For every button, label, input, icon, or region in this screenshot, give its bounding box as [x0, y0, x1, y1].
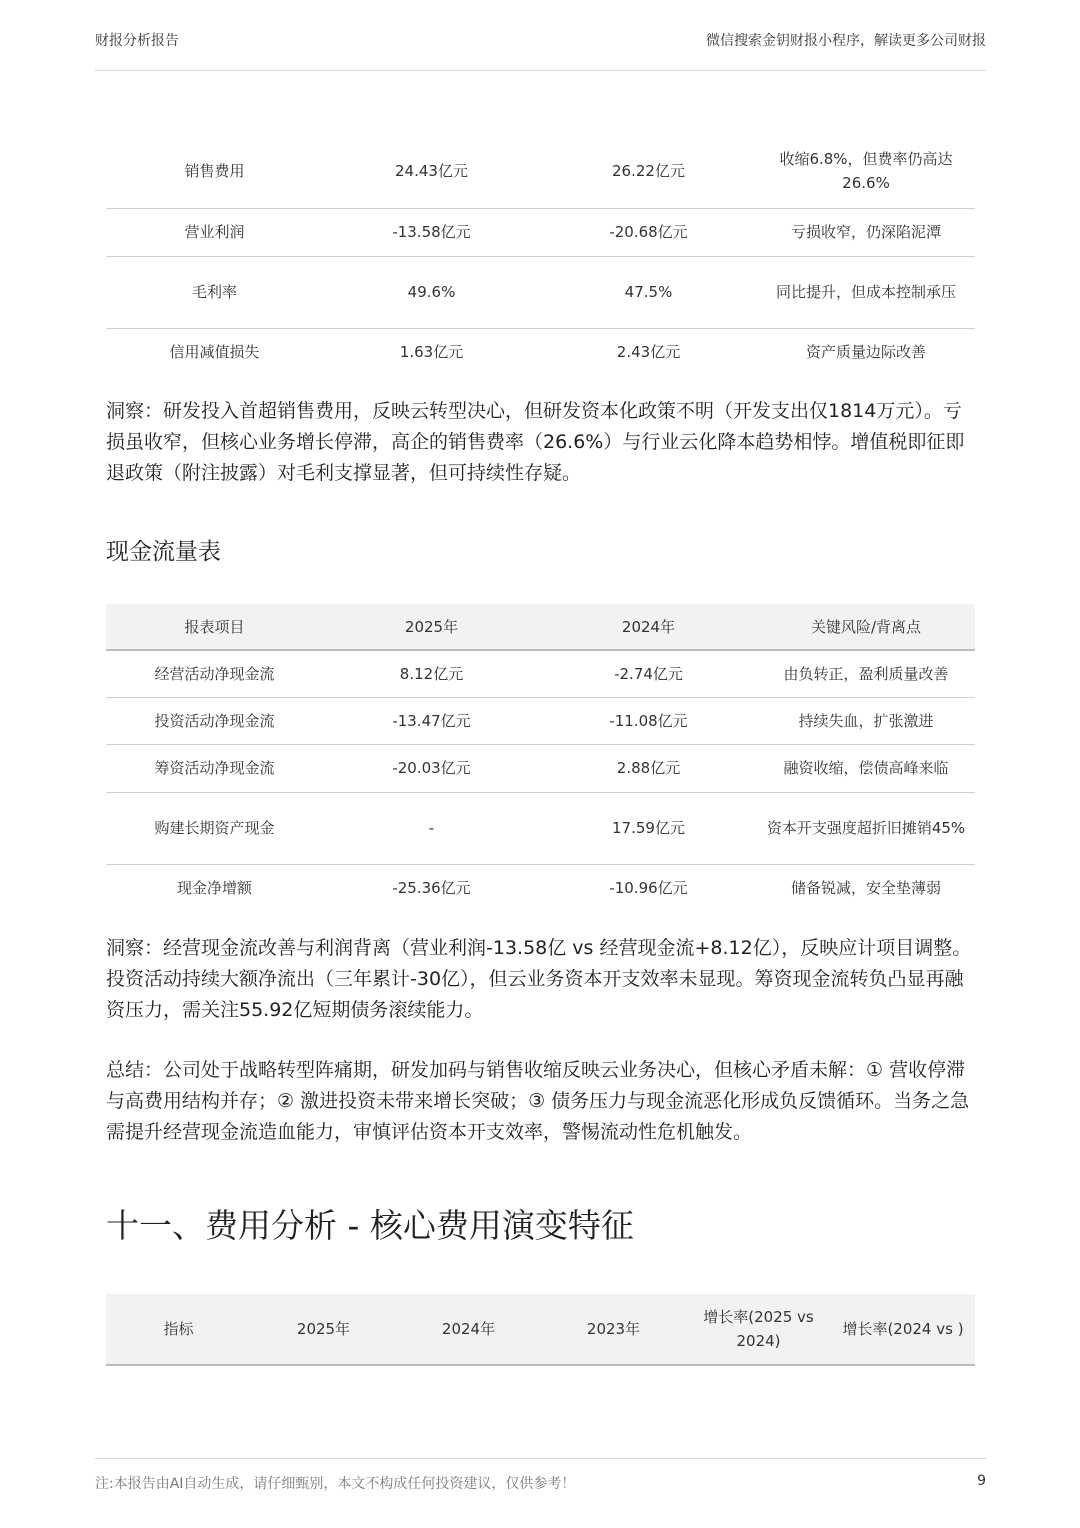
- expense-table: [106, 1294, 975, 1366]
- table-cell: -13.58亿元: [323, 208, 540, 256]
- table-cell: 信用减值损失: [169, 343, 260, 362]
- table-cell: 49.6%: [323, 256, 540, 328]
- table-cell: 营业利润: [106, 208, 323, 256]
- column-header: 指标: [106, 1294, 251, 1365]
- table-row: [106, 328, 975, 376]
- insight-paragraph: 洞察：经营现金流改善与利润背离（营业利润-13.58亿 vs 经营现金流+8.12亿），反映应计项目调整。投资活动持续大额净流出（三年累计-30亿），但云业务资本开支效率未显现。筹资现金流转负凸显再融资压力，需关注55.92亿短期债务滚续能力。: [106, 937, 972, 1021]
- table-cell: 持续失血，扩张激进: [757, 697, 975, 744]
- table-row: [106, 864, 975, 912]
- table-row: [106, 208, 975, 256]
- table-cell: -13.47亿元: [323, 697, 540, 744]
- table-cell: -: [323, 792, 540, 864]
- table-cell: 24.43亿元: [323, 135, 540, 208]
- wechat-promo: 微信搜索金钥财报小程序，解读更多公司财报: [706, 33, 986, 49]
- section-title: 十一、费用分析 - 核心费用演变特征: [106, 1206, 634, 1245]
- insight-paragraph: 洞察：研发投入首超销售费用，反映云转型决心，但研发资本化政策不明（开发支出仅1814万元）。亏损虽收窄，但核心业务增长停滞，高企的销售费率（26.6%）与行业云化降本趋势相悖。增值税即征即退政策（附注披露）对毛利支撑显著，但可持续性存疑。: [106, 400, 965, 484]
- table-cell: 亏损收窄，仍深陷泥潭: [757, 208, 975, 256]
- table-cell: 投资活动净现金流: [106, 697, 323, 744]
- column-header: 增长率(2025 vs 2024): [686, 1294, 831, 1365]
- table-header-row: [106, 1294, 975, 1365]
- table-header-row: [106, 604, 975, 650]
- table-cell: -20.68亿元: [540, 208, 757, 256]
- summary-paragraph: 总结：公司处于战略转型阵痛期，研发加码与销售收缩反映云业务决心，但核心矛盾未解：① 营收停滞与高费用结构并存；② 激进投资未带来增长突破；③ 债务压力与现金流恶化形成负反馈循环。当务之急需提升经营现金流造血能力，审慎评估资本开支效率，警惕流动性危机触发。: [106, 1059, 970, 1143]
- column-header: 增长率(2024 vs ): [831, 1294, 975, 1365]
- table-cell: 2.43亿元: [616, 343, 681, 362]
- table-cell: -20.03亿元: [323, 744, 540, 792]
- column-header: 2025年: [251, 1294, 396, 1365]
- table-cell: 经营活动净现金流: [106, 650, 323, 697]
- table-cell: 毛利率: [106, 256, 323, 328]
- cashflow-table: [106, 604, 975, 912]
- table-row: [106, 650, 975, 697]
- report-title: 财报分析报告: [95, 33, 179, 49]
- table-cell: 融资收缩，偿债高峰来临: [757, 744, 975, 792]
- table-cell: 17.59亿元: [540, 792, 757, 864]
- table-cell: 26.22亿元: [540, 135, 757, 208]
- cashflow-heading: 现金流量表: [106, 539, 221, 565]
- table-row: [106, 697, 975, 744]
- table-cell: 收缩6.8%，但费率仍高达26.6%: [757, 135, 975, 208]
- table-cell: 47.5%: [540, 256, 757, 328]
- disclaimer: 注:本报告由AI自动生成，请仔细甄别，本文不构成任何投资建议，仅供参考！: [95, 1476, 576, 1492]
- table-cell: 现金净增额: [176, 879, 252, 898]
- table-cell: 购建长期资产现金: [106, 792, 323, 864]
- table-row: [106, 256, 975, 328]
- table-cell: 销售费用: [106, 135, 323, 208]
- table-cell: 资本开支强度超折旧摊销45%: [757, 792, 975, 864]
- table-cell: 筹资活动净现金流: [106, 744, 323, 792]
- column-header: 2024年: [540, 604, 757, 650]
- table-cell: 资产质量边际改善: [805, 343, 926, 362]
- table-row: [106, 792, 975, 864]
- table-cell: -11.08亿元: [540, 697, 757, 744]
- column-header: 2025年: [323, 604, 540, 650]
- page-number: 9: [977, 1473, 986, 1489]
- column-header: 关键风险/背离点: [757, 604, 975, 650]
- table-cell: 2.88亿元: [540, 744, 757, 792]
- table-cell: 由负转正，盈利质量改善: [757, 650, 975, 697]
- page-footer: [95, 1458, 986, 1499]
- table-row: [106, 135, 975, 208]
- page-header: [95, 0, 986, 71]
- column-header: 2024年: [396, 1294, 541, 1365]
- table-cell: -10.96亿元: [609, 879, 688, 898]
- column-header: 报表项目: [106, 604, 323, 650]
- table-row: [106, 744, 975, 792]
- column-header: 2023年: [541, 1294, 686, 1365]
- profit-table: [106, 135, 975, 376]
- table-cell: 1.63亿元: [399, 343, 464, 362]
- table-cell: 同比提升，但成本控制承压: [757, 256, 975, 328]
- table-cell: 8.12亿元: [323, 650, 540, 697]
- table-cell: 储备锐减，安全垫薄弱: [790, 879, 941, 898]
- table-cell: -25.36亿元: [392, 879, 471, 898]
- table-cell: -2.74亿元: [540, 650, 757, 697]
